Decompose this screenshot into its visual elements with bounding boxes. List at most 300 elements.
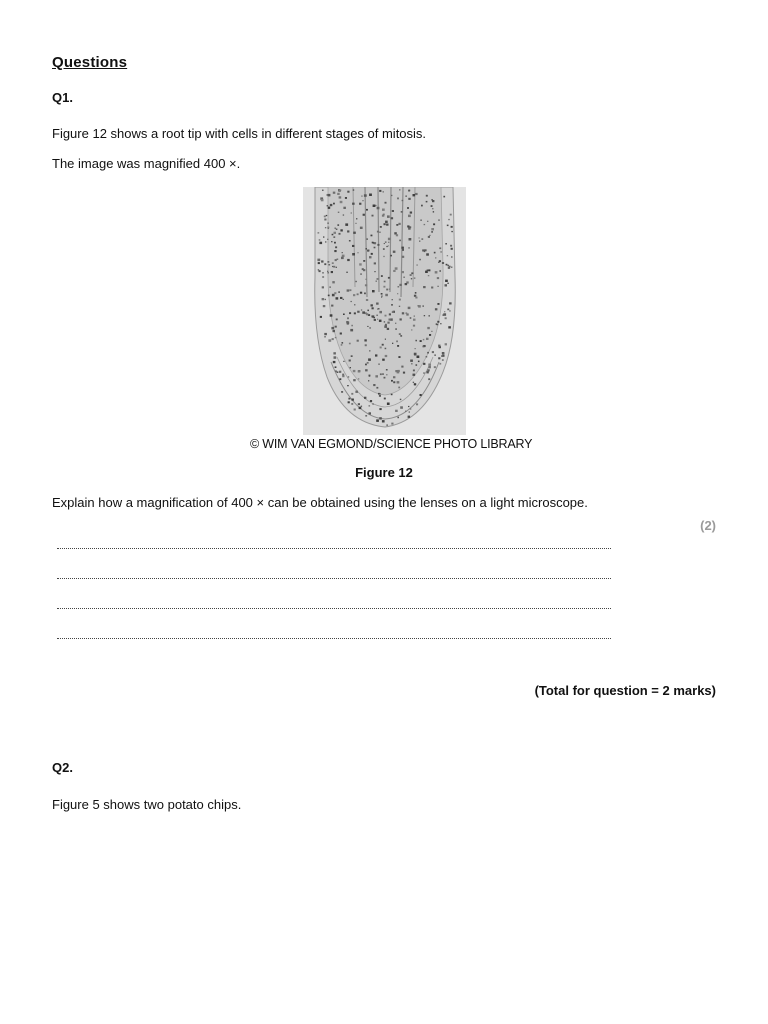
cell-nucleus — [319, 242, 322, 244]
cell-nucleus — [419, 241, 420, 242]
cell-nucleus — [333, 236, 335, 238]
cell-nucleus — [425, 271, 428, 273]
cell-nucleus — [403, 372, 405, 374]
cell-nucleus — [400, 406, 403, 409]
cell-nucleus — [448, 326, 451, 328]
cell-nucleus — [337, 371, 339, 373]
cell-nucleus — [363, 260, 365, 262]
cell-nucleus — [411, 329, 412, 330]
cell-nucleus — [324, 216, 326, 218]
cell-nucleus — [426, 371, 428, 373]
cell-nucleus — [380, 347, 382, 349]
cell-nucleus — [445, 280, 448, 282]
cell-nucleus — [333, 352, 336, 354]
cell-nucleus — [327, 271, 328, 272]
cell-nucleus — [428, 236, 430, 238]
cell-nucleus — [408, 406, 409, 407]
cell-nucleus — [357, 340, 359, 342]
cell-nucleus — [386, 246, 387, 247]
cell-nucleus — [393, 270, 395, 272]
cell-nucleus — [434, 252, 436, 254]
cell-nucleus — [328, 194, 331, 197]
cell-nucleus — [382, 215, 384, 217]
cell-nucleus — [385, 202, 387, 204]
cell-nucleus — [351, 301, 352, 302]
cell-nucleus — [409, 238, 412, 241]
cell-nucleus — [340, 190, 341, 191]
cell-nucleus — [368, 380, 369, 381]
cell-nucleus — [339, 233, 341, 235]
cell-nucleus — [415, 297, 417, 299]
cell-nucleus — [352, 245, 354, 247]
cell-nucleus — [438, 220, 439, 221]
cell-nucleus — [431, 231, 433, 233]
cell-nucleus — [451, 248, 453, 250]
cell-nucleus — [340, 229, 342, 231]
cell-nucleus — [414, 277, 416, 279]
cell-nucleus — [357, 311, 359, 313]
cell-nucleus — [399, 284, 401, 286]
cell-nucleus — [365, 279, 366, 280]
cell-nucleus — [429, 235, 430, 236]
cell-nucleus — [449, 302, 452, 304]
cell-nucleus — [421, 205, 423, 207]
cell-nucleus — [415, 340, 417, 342]
cell-nucleus — [325, 227, 326, 228]
cell-nucleus — [322, 286, 324, 288]
cell-nucleus — [435, 257, 436, 258]
cell-nucleus — [380, 373, 382, 375]
cell-nucleus — [413, 319, 416, 321]
cell-nucleus — [354, 304, 355, 305]
cell-nucleus — [427, 352, 429, 354]
cell-nucleus — [410, 317, 412, 318]
cell-nucleus — [322, 298, 325, 300]
cell-nucleus — [328, 264, 330, 266]
cell-nucleus — [336, 319, 338, 321]
cell-nucleus — [341, 257, 344, 259]
cell-nucleus — [375, 375, 378, 377]
answer-line[interactable] — [57, 548, 611, 549]
cell-nucleus — [428, 366, 431, 368]
cell-nucleus — [426, 195, 428, 197]
cell-nucleus — [358, 378, 359, 379]
cell-nucleus — [340, 333, 342, 335]
cell-nucleus — [348, 398, 350, 400]
cell-nucleus — [342, 374, 344, 376]
cell-nucleus — [384, 398, 386, 400]
cell-nucleus — [332, 234, 334, 236]
cell-nucleus — [413, 194, 416, 196]
cell-nucleus — [339, 371, 341, 373]
cell-nucleus — [451, 267, 452, 268]
cell-nucleus — [327, 261, 329, 263]
cell-nucleus — [408, 190, 410, 192]
cell-nucleus — [384, 325, 387, 328]
cell-nucleus — [340, 201, 343, 203]
cell-nucleus — [388, 238, 391, 241]
cell-nucleus — [381, 296, 382, 297]
cell-nucleus — [347, 289, 350, 291]
cell-nucleus — [376, 303, 379, 305]
cell-nucleus — [353, 370, 356, 372]
cell-nucleus — [322, 190, 323, 191]
cell-nucleus — [385, 355, 388, 357]
cell-nucleus — [392, 299, 394, 300]
cell-nucleus — [429, 315, 430, 316]
cell-nucleus — [411, 363, 413, 365]
cell-nucleus — [408, 416, 411, 418]
cell-nucleus — [338, 212, 340, 213]
cell-nucleus — [382, 373, 384, 375]
cell-nucleus — [376, 315, 378, 316]
cell-nucleus — [408, 247, 410, 248]
cell-nucleus — [353, 189, 355, 190]
cell-nucleus — [427, 221, 428, 222]
cell-nucleus — [416, 403, 418, 405]
cell-nucleus — [366, 299, 368, 301]
cell-nucleus — [405, 411, 406, 412]
cell-nucleus — [416, 364, 418, 366]
cell-nucleus — [382, 359, 385, 361]
cell-nucleus — [399, 333, 401, 335]
cell-nucleus — [407, 225, 409, 227]
cell-nucleus — [434, 366, 436, 368]
cell-nucleus — [326, 215, 328, 216]
cell-nucleus — [441, 355, 443, 357]
cell-nucleus — [342, 252, 343, 253]
cell-nucleus — [333, 330, 336, 332]
cell-nucleus — [389, 313, 391, 315]
cell-nucleus — [359, 407, 362, 409]
cell-nucleus — [391, 394, 393, 396]
cell-nucleus — [348, 376, 350, 377]
cell-nucleus — [417, 356, 420, 359]
cell-nucleus — [375, 205, 376, 206]
cell-nucleus — [366, 238, 368, 239]
cell-nucleus — [372, 215, 374, 217]
cell-nucleus — [372, 307, 374, 309]
cell-nucleus — [379, 395, 381, 397]
cell-nucleus — [415, 348, 416, 349]
cell-nucleus — [384, 243, 385, 244]
cell-nucleus — [327, 222, 329, 224]
cell-nucleus — [402, 271, 405, 273]
cell-nucleus — [419, 237, 420, 238]
cell-nucleus — [386, 289, 388, 291]
cell-nucleus — [360, 273, 362, 274]
cell-nucleus — [391, 423, 393, 425]
cell-nucleus — [365, 248, 367, 249]
cell-nucleus — [335, 370, 337, 371]
cell-nucleus — [349, 312, 351, 314]
cell-nucleus — [383, 191, 385, 192]
cell-nucleus — [415, 193, 418, 195]
cell-nucleus — [402, 249, 404, 251]
cell-nucleus — [365, 369, 368, 371]
cell-nucleus — [351, 393, 353, 395]
cell-nucleus — [385, 339, 386, 340]
cell-nucleus — [336, 267, 337, 268]
cell-nucleus — [333, 361, 336, 363]
cell-nucleus — [445, 343, 447, 345]
cell-nucleus — [335, 228, 336, 229]
cell-nucleus — [390, 255, 392, 257]
cell-nucleus — [337, 193, 340, 195]
cell-nucleus — [321, 199, 324, 201]
cell-nucleus — [351, 355, 353, 357]
cell-nucleus — [335, 337, 337, 338]
cell-nucleus — [449, 310, 450, 311]
cell-nucleus — [447, 265, 449, 267]
question-1-intro: Figure 12 shows a root tip with cells in different stages of mitosis. — [52, 126, 427, 141]
cell-nucleus — [435, 271, 438, 273]
cell-nucleus — [343, 361, 344, 362]
cell-nucleus — [333, 203, 335, 205]
cell-nucleus — [341, 344, 343, 345]
cell-nucleus — [384, 281, 386, 283]
cell-nucleus — [359, 263, 362, 265]
cell-nucleus — [328, 295, 330, 297]
cell-nucleus — [371, 235, 373, 237]
cell-nucleus — [431, 287, 433, 289]
cell-nucleus — [398, 356, 400, 358]
cell-nucleus — [335, 326, 337, 328]
cell-nucleus — [367, 362, 369, 364]
cell-nucleus — [419, 259, 421, 261]
cell-nucleus — [394, 232, 397, 234]
cell-nucleus — [368, 358, 371, 361]
cell-nucleus — [331, 327, 334, 330]
cell-nucleus — [352, 253, 355, 256]
cell-nucleus — [352, 203, 355, 205]
cell-nucleus — [347, 317, 349, 319]
cell-nucleus — [406, 312, 408, 314]
cell-nucleus — [364, 293, 366, 295]
answer-line[interactable] — [57, 578, 611, 579]
marks-available: (2) — [700, 518, 716, 533]
cell-nucleus — [325, 299, 326, 300]
cell-nucleus — [379, 190, 381, 192]
cell-nucleus — [355, 223, 356, 224]
cell-nucleus — [332, 294, 335, 297]
cell-nucleus — [387, 322, 389, 324]
cell-nucleus — [397, 381, 400, 383]
cell-nucleus — [402, 312, 404, 314]
cell-nucleus — [387, 328, 389, 330]
cell-nucleus — [350, 329, 353, 332]
cell-nucleus — [413, 374, 416, 376]
cell-nucleus — [322, 276, 324, 278]
cell-nucleus — [383, 248, 385, 250]
cell-nucleus — [374, 319, 376, 321]
cell-nucleus — [402, 200, 404, 201]
cell-nucleus — [343, 207, 346, 209]
cell-nucleus — [379, 417, 382, 419]
cell-nucleus — [401, 247, 404, 249]
cell-nucleus — [335, 366, 337, 368]
cell-nucleus — [372, 403, 373, 404]
cell-nucleus — [335, 246, 337, 248]
cell-nucleus — [399, 189, 401, 190]
cell-nucleus — [328, 272, 329, 273]
cell-nucleus — [399, 299, 401, 301]
cell-nucleus — [328, 339, 331, 342]
cell-nucleus — [377, 278, 379, 280]
cell-nucleus — [342, 255, 345, 257]
cell-nucleus — [413, 370, 415, 372]
cell-nucleus — [357, 293, 359, 295]
answer-line[interactable] — [57, 608, 611, 609]
cell-nucleus — [386, 424, 388, 426]
cell-nucleus — [410, 360, 413, 362]
cell-nucleus — [343, 299, 344, 300]
cell-nucleus — [361, 196, 362, 197]
question-2-intro: Figure 5 shows two potato chips. — [52, 797, 242, 812]
cell-nucleus — [442, 359, 444, 361]
cell-nucleus — [385, 348, 387, 350]
cell-nucleus — [320, 316, 322, 318]
cell-nucleus — [369, 405, 371, 407]
cell-nucleus — [421, 238, 423, 240]
question-1-number: Q1. — [52, 90, 73, 105]
cell-nucleus — [323, 305, 326, 307]
cell-nucleus — [373, 384, 375, 386]
cell-nucleus — [445, 284, 448, 286]
cell-nucleus — [445, 243, 447, 245]
cell-nucleus — [420, 340, 422, 342]
cell-nucleus — [361, 406, 362, 407]
cell-nucleus — [342, 375, 344, 377]
cell-nucleus — [347, 259, 350, 261]
cell-nucleus — [442, 262, 444, 264]
cell-nucleus — [364, 194, 367, 197]
cell-nucleus — [377, 231, 379, 233]
cell-nucleus — [357, 252, 358, 253]
cell-nucleus — [405, 196, 407, 197]
cell-nucleus — [432, 208, 433, 209]
cell-nucleus — [426, 356, 428, 358]
cell-nucleus — [371, 304, 373, 306]
cell-nucleus — [381, 297, 382, 298]
cell-nucleus — [397, 198, 399, 200]
cell-nucleus — [422, 305, 424, 306]
cell-nucleus — [392, 210, 394, 212]
cell-nucleus — [377, 319, 378, 320]
cell-nucleus — [365, 415, 367, 417]
cell-nucleus — [334, 242, 336, 244]
cell-nucleus — [333, 266, 335, 268]
cell-nucleus — [328, 207, 331, 209]
question-1-prompt: Explain how a magnification of 400 × can be obtained using the lenses on a light microscope. — [52, 495, 588, 510]
question-1-total: (Total for question = 2 marks) — [534, 683, 716, 698]
cell-nucleus — [409, 411, 410, 412]
cell-nucleus — [437, 324, 439, 325]
cell-nucleus — [349, 289, 351, 291]
cell-nucleus — [383, 256, 384, 257]
cell-nucleus — [380, 393, 381, 394]
cell-nucleus — [372, 315, 375, 317]
cell-nucleus — [355, 391, 358, 393]
cell-nucleus — [441, 251, 442, 252]
cell-nucleus — [414, 295, 416, 297]
cell-nucleus — [447, 225, 449, 227]
cell-nucleus — [385, 294, 388, 296]
cell-nucleus — [420, 220, 422, 221]
cell-nucleus — [413, 382, 414, 383]
cell-nucleus — [418, 305, 421, 308]
cell-nucleus — [386, 369, 388, 371]
cell-nucleus — [401, 211, 403, 213]
cell-nucleus — [370, 400, 372, 402]
cell-nucleus — [440, 323, 441, 324]
cell-nucleus — [373, 242, 375, 244]
cell-nucleus — [395, 328, 397, 330]
cell-nucleus — [317, 259, 320, 262]
cell-nucleus — [400, 399, 402, 400]
cell-nucleus — [408, 198, 410, 200]
cell-nucleus — [353, 294, 355, 296]
cell-nucleus — [432, 351, 434, 353]
cell-nucleus — [403, 277, 405, 279]
cell-nucleus — [414, 353, 417, 355]
cell-nucleus — [443, 313, 446, 316]
cell-nucleus — [423, 372, 424, 373]
cell-nucleus — [437, 286, 438, 287]
cell-nucleus — [439, 260, 441, 262]
cell-nucleus — [338, 291, 340, 292]
cell-nucleus — [351, 212, 352, 213]
cell-nucleus — [319, 239, 321, 241]
cell-nucleus — [446, 264, 448, 266]
cell-nucleus — [396, 234, 398, 236]
cell-nucleus — [324, 333, 327, 335]
cell-nucleus — [426, 253, 429, 255]
cell-nucleus — [369, 412, 372, 414]
cell-nucleus — [398, 370, 400, 372]
cell-nucleus — [398, 286, 400, 288]
cell-nucleus — [408, 215, 411, 218]
cell-nucleus — [439, 363, 441, 365]
cell-nucleus — [374, 247, 376, 249]
cell-nucleus — [392, 311, 394, 313]
cell-nucleus — [395, 410, 398, 412]
cell-nucleus — [439, 247, 441, 249]
cell-nucleus — [389, 319, 391, 321]
cell-nucleus — [391, 380, 393, 382]
cell-nucleus — [351, 399, 354, 401]
cell-nucleus — [431, 331, 432, 332]
answer-line[interactable] — [57, 638, 611, 639]
cell-nucleus — [393, 376, 395, 378]
cell-nucleus — [371, 253, 373, 255]
cell-nucleus — [318, 269, 319, 270]
cell-nucleus — [434, 355, 435, 356]
cell-nucleus — [410, 274, 412, 276]
section-heading: Questions — [52, 54, 128, 71]
cell-nucleus — [433, 223, 435, 225]
cell-nucleus — [339, 196, 342, 198]
cell-nucleus — [387, 215, 390, 218]
cell-nucleus — [330, 204, 333, 206]
cell-nucleus — [347, 385, 349, 386]
cell-nucleus — [332, 262, 334, 264]
cell-nucleus — [353, 232, 356, 234]
cell-nucleus — [334, 250, 336, 252]
cell-nucleus — [414, 316, 415, 317]
cell-nucleus — [376, 281, 377, 282]
cell-nucleus — [332, 281, 335, 283]
